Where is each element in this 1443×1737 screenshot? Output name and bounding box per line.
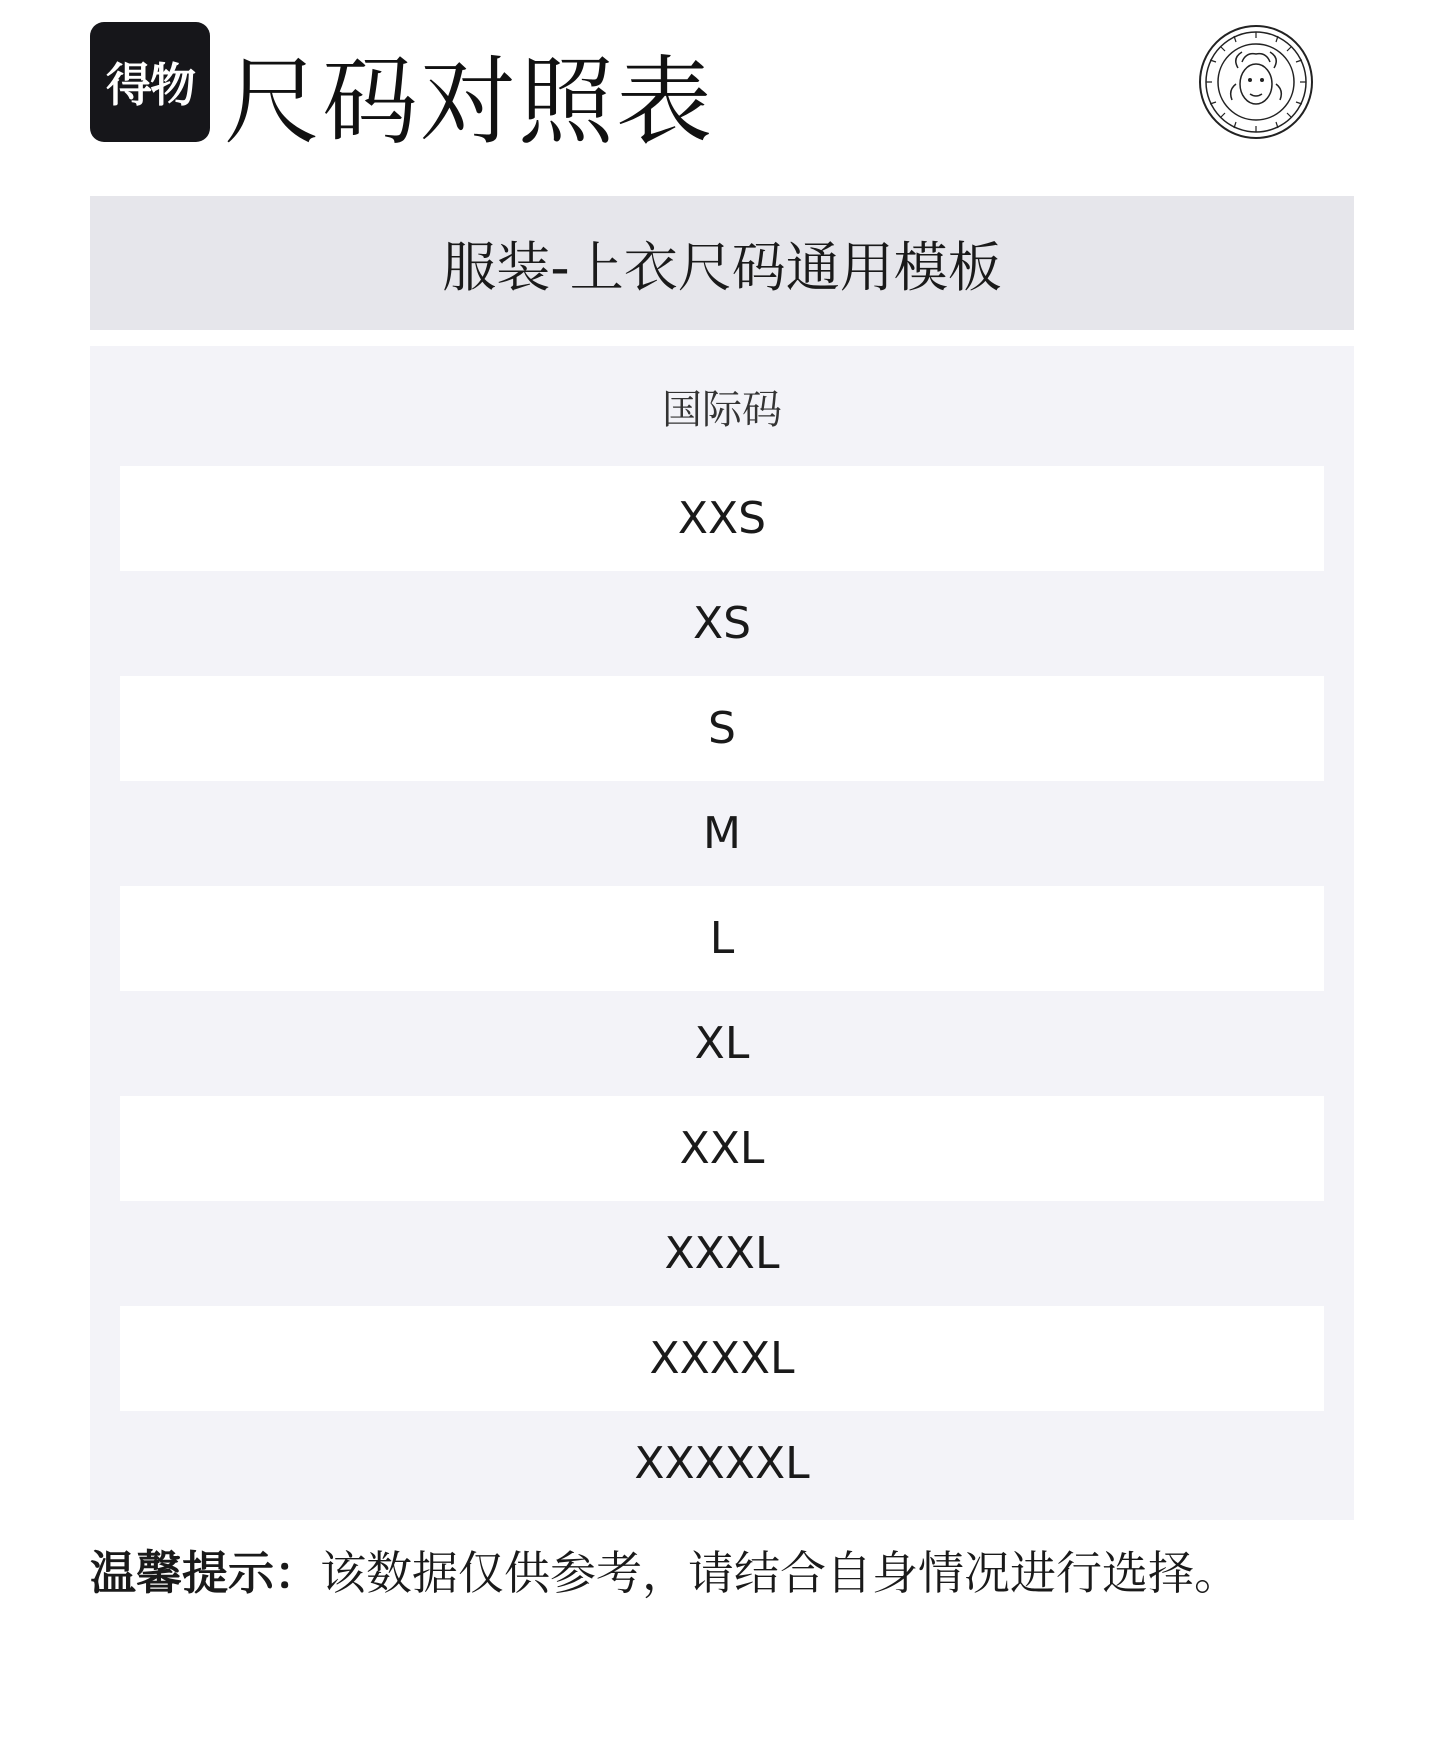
tip-label: 温馨提示： bbox=[90, 1546, 320, 1600]
table-column-header bbox=[90, 346, 1354, 466]
table-row: XXL bbox=[120, 1096, 1324, 1201]
table-row: XXXL bbox=[664, 1228, 780, 1279]
table-row: XL bbox=[694, 1018, 750, 1069]
app-logo bbox=[90, 22, 210, 142]
section-title: 服装-上衣尺码通用模板 bbox=[442, 235, 1002, 299]
table-row: XS bbox=[692, 598, 752, 649]
table-row: S bbox=[120, 676, 1324, 781]
table-row: XXS bbox=[120, 466, 1324, 571]
column-header-label: 国际码 bbox=[662, 386, 782, 433]
header bbox=[90, 22, 1354, 158]
table-row: XXXXXL bbox=[634, 1438, 810, 1489]
app-logo-text: 得物 bbox=[106, 58, 194, 112]
table-row: L bbox=[120, 886, 1324, 991]
tip-text: 该数据仅供参考，请结合自身情况进行选择。 bbox=[320, 1546, 1240, 1600]
tip-note bbox=[90, 1538, 1354, 1608]
table-row: XXXXL bbox=[120, 1306, 1324, 1411]
section-header bbox=[90, 196, 1354, 330]
page-title: 尺码对照表 bbox=[224, 46, 714, 158]
table-row: M bbox=[703, 808, 741, 859]
size-table bbox=[90, 346, 1354, 1520]
medusa-seal-icon bbox=[1198, 24, 1314, 140]
